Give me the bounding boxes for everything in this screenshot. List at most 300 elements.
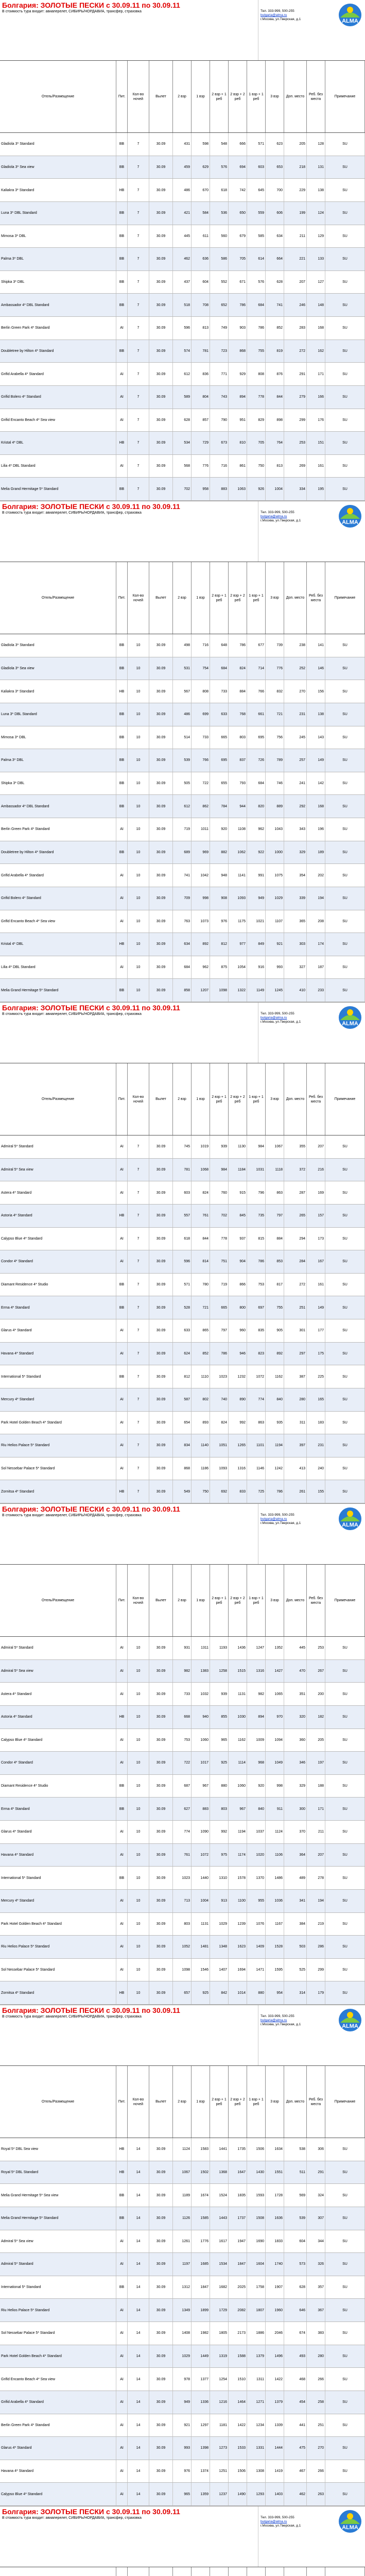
table-cell: 1036 <box>266 1890 284 1912</box>
table-cell: SU <box>325 1319 365 1342</box>
table-cell: 7 <box>128 1274 149 1296</box>
table-cell: 721 <box>192 1296 210 1319</box>
table-cell: 1194 <box>266 1434 284 1457</box>
table-cell: 845 <box>229 1205 247 1227</box>
table-cell: 169 <box>307 1181 325 1204</box>
table-cell: 1737 <box>229 2207 247 2230</box>
table-cell: 1020 <box>247 1844 266 1867</box>
table-cell: 786 <box>229 634 247 657</box>
table-cell: 1019 <box>192 1136 210 1158</box>
table-row <box>0 1890 365 1913</box>
table-cell: SU <box>325 2391 365 2414</box>
table-cell: 1310 <box>210 1867 229 1889</box>
contact-block <box>258 0 335 60</box>
table-cell: 538 <box>284 2138 307 2161</box>
column-header <box>229 2567 247 2576</box>
table-cell: 266 <box>307 2460 325 2483</box>
table-cell: 7 <box>128 1458 149 1480</box>
column-header: 2 взр <box>173 61 192 132</box>
table-cell: AI <box>116 1913 128 1936</box>
table-cell: 1422 <box>229 2414 247 2437</box>
table-cell: 702 <box>173 478 192 500</box>
table-cell: 1251 <box>210 2460 229 2483</box>
table-row <box>0 179 365 202</box>
table-cell: 299 <box>307 1959 325 1981</box>
table-cell: 1847 <box>229 2253 247 2276</box>
table-cell: 733 <box>192 726 210 749</box>
table-cell: 868 <box>229 340 247 363</box>
table-cell: 1322 <box>229 979 247 1002</box>
table-cell: BB <box>116 2184 128 2207</box>
hotel-name-cell: Melia Grand Hermitage 5* Sea view <box>0 2184 116 2207</box>
column-header: 1 взр <box>192 1063 210 1135</box>
table-cell: 272 <box>284 1274 307 1296</box>
table-cell: 30.09 <box>149 1637 173 1659</box>
table-cell: BB <box>116 2207 128 2230</box>
table-row <box>0 248 365 271</box>
table-row <box>0 432 365 455</box>
table-cell: SU <box>325 2437 365 2460</box>
table-row <box>0 2230 365 2253</box>
table-cell: 929 <box>229 363 247 385</box>
table-cell: 30.09 <box>149 657 173 680</box>
table-cell: 673 <box>210 432 229 454</box>
contact-email-link[interactable]: bulgaria@alma.ru <box>260 2520 287 2523</box>
table-cell: 195 <box>307 478 325 500</box>
table-cell: AI <box>116 2437 128 2460</box>
table-cell: 884 <box>266 1228 284 1250</box>
table-cell: SU <box>325 841 365 864</box>
table-cell: 162 <box>307 340 325 363</box>
table-cell: BB <box>116 2276 128 2299</box>
hotel-name-cell: Kristal 4* DBL <box>0 933 116 956</box>
price-table-body <box>0 133 365 501</box>
table-cell: 954 <box>266 1981 284 2004</box>
alma-logo <box>335 501 365 562</box>
table-cell: SU <box>325 2184 365 2207</box>
table-cell: 7 <box>128 202 149 225</box>
table-cell: SU <box>325 2138 365 2161</box>
table-cell: 7 <box>128 317 149 340</box>
table-cell: 814 <box>192 1250 210 1273</box>
table-cell: 855 <box>210 1706 229 1728</box>
table-cell: SU <box>325 864 365 887</box>
table-cell: 1604 <box>247 2253 266 2276</box>
table-cell: 208 <box>307 910 325 933</box>
table-cell: SU <box>325 979 365 1002</box>
table-row <box>0 1775 365 1798</box>
table-cell: 307 <box>307 2207 325 2230</box>
alma-logo-icon <box>337 1506 363 1532</box>
table-cell: 10 <box>128 1637 149 1659</box>
table-cell: 364 <box>284 1844 307 1867</box>
table-cell: 960 <box>229 1319 247 1342</box>
table-cell: 549 <box>173 1480 192 1503</box>
table-cell: 314 <box>284 1981 307 2004</box>
table-cell: 628 <box>173 409 192 432</box>
contact-email-link[interactable]: bulgaria@alma.ru <box>260 1016 287 1020</box>
table-cell: 539 <box>284 2207 307 2230</box>
table-cell: 207 <box>307 1136 325 1158</box>
table-cell: 194 <box>307 1890 325 1912</box>
table-cell: 431 <box>173 133 192 156</box>
table-row <box>0 795 365 818</box>
table-cell: 339 <box>284 887 307 910</box>
column-header: 1 взр + 1 реб <box>247 2066 266 2138</box>
table-cell: AI <box>116 2460 128 2483</box>
table-cell: 10 <box>128 1981 149 2004</box>
contact-block <box>258 2005 335 2065</box>
table-cell: 30.09 <box>149 1205 173 1227</box>
table-cell: 1194 <box>229 1821 247 1843</box>
hotel-name-cell: Berlin Green Park 4* Standard <box>0 818 116 841</box>
table-cell: 1578 <box>229 1867 247 1889</box>
column-headers <box>0 1063 365 1136</box>
table-cell: 1067 <box>266 1136 284 1158</box>
table-cell: 171 <box>307 363 325 385</box>
table-cell: 977 <box>229 933 247 956</box>
table-cell: 670 <box>192 179 210 201</box>
table-cell: 852 <box>266 317 284 340</box>
hotel-name-cell: Palma 3* DBL <box>0 749 116 772</box>
table-cell: AI <box>116 1729 128 1752</box>
table-cell: 596 <box>173 317 192 340</box>
table-cell: SU <box>325 956 365 979</box>
table-cell: 761 <box>173 1844 192 1867</box>
table-cell: 774 <box>247 1388 266 1411</box>
table-cell: SU <box>325 1480 365 1503</box>
table-cell: 559 <box>247 202 266 225</box>
table-cell: 7 <box>128 1159 149 1181</box>
table-cell: AI <box>116 2368 128 2391</box>
table-cell: 598 <box>192 133 210 156</box>
hotel-name-cell: Kristal 4* DBL <box>0 432 116 454</box>
column-header: Отель/Размещение <box>0 2066 116 2138</box>
table-cell: 253 <box>307 1637 325 1659</box>
table-cell: 778 <box>210 1228 229 1250</box>
contact-line: Тел. 333-999, 500-255 <box>260 2014 294 2018</box>
table-cell: 30.09 <box>149 2345 173 2368</box>
table-cell: 824 <box>229 657 247 680</box>
table-cell: 280 <box>307 2345 325 2368</box>
hotel-name-cell: Grifid Bolero 4* Standard <box>0 887 116 910</box>
table-cell: 196 <box>307 818 325 841</box>
table-row <box>0 1136 365 1159</box>
table-cell: 760 <box>210 1181 229 1204</box>
table-cell: 10 <box>128 772 149 795</box>
table-cell: SU <box>325 248 365 270</box>
table-cell: 992 <box>210 1821 229 1843</box>
column-headers <box>0 562 365 634</box>
table-cell: 1349 <box>173 2299 192 2321</box>
table-cell: 30.09 <box>149 1798 173 1820</box>
column-header <box>0 2567 116 2576</box>
table-row <box>0 1365 365 1388</box>
table-cell: SU <box>325 887 365 910</box>
table-cell: 30.09 <box>149 979 173 1002</box>
table-cell: BB <box>116 657 128 680</box>
table-cell: 211 <box>284 225 307 248</box>
table-row <box>0 2414 365 2437</box>
column-header: 2 взр <box>173 2066 192 2138</box>
table-cell: 627 <box>173 1798 192 1820</box>
table-row <box>0 2253 365 2276</box>
table-cell: 721 <box>266 703 284 726</box>
tour-tagline: В стоимость тура входит: авиаперелет, СИБИРЬ/НОРДАВИА, трансфер, страховка <box>2 1012 142 1016</box>
table-cell: 327 <box>284 956 307 979</box>
table-cell: 182 <box>307 1706 325 1728</box>
hotel-name-cell: Gladiola 3* Sea view <box>0 156 116 179</box>
table-cell: 1319 <box>210 2345 229 2368</box>
table-cell: 984 <box>210 1159 229 1181</box>
table-cell: 965 <box>173 2483 192 2505</box>
table-cell: 30.09 <box>149 1775 173 1798</box>
table-cell: 30.09 <box>149 680 173 703</box>
table-row <box>0 1159 365 1182</box>
table-cell: 240 <box>307 1458 325 1480</box>
table-cell: 618 <box>210 179 229 201</box>
contact-email-link[interactable]: bulgaria@alma.ru <box>260 515 287 518</box>
table-cell: 1464 <box>229 2391 247 2414</box>
table-cell: 921 <box>266 933 284 956</box>
table-cell: 729 <box>192 432 210 454</box>
table-cell: BB <box>116 248 128 270</box>
table-cell: 892 <box>266 1343 284 1365</box>
hotel-name-cell: Condor 4* Standard <box>0 1752 116 1774</box>
tour-banner: Болгария: ЗОЛОТЫЕ ПЕСКИ с 30.09.11 по 30.09.11 <box>2 2507 180 2516</box>
table-cell: 372 <box>284 1159 307 1181</box>
table-cell: 882 <box>210 841 229 864</box>
table-cell: 1907 <box>266 2276 284 2299</box>
alma-logo-icon <box>337 2 363 28</box>
column-headers <box>0 61 365 133</box>
table-cell: 982 <box>173 1660 192 1683</box>
table-cell: 229 <box>284 179 307 201</box>
table-cell: SU <box>325 1660 365 1683</box>
table-cell: 1140 <box>192 1434 210 1457</box>
table-cell: 842 <box>210 1981 229 2004</box>
table-cell: 329 <box>284 841 307 864</box>
contact-email-link[interactable]: bulgaria@alma.ru <box>260 1517 287 1521</box>
contact-line: г.Москва, ул.Тверская, д.1 <box>260 519 301 522</box>
table-cell: 343 <box>284 818 307 841</box>
table-cell: SU <box>325 910 365 933</box>
table-cell: 797 <box>210 1319 229 1342</box>
table-cell: 197 <box>307 1752 325 1774</box>
table-cell: 454 <box>284 2391 307 2414</box>
table-cell: 326 <box>307 2253 325 2276</box>
table-cell: 778 <box>247 386 266 409</box>
table-cell: 604 <box>284 2230 307 2253</box>
table-cell: SU <box>325 294 365 316</box>
table-cell: 1316 <box>247 1660 266 1683</box>
table-cell: 30.09 <box>149 1434 173 1457</box>
hotel-name-cell: Kaliakra 3* Standard <box>0 680 116 703</box>
hotel-name-cell: Melia Grand Hermitage 5* Standard <box>0 478 116 500</box>
contact-line: Тел. 333-999, 500-255 <box>260 1012 294 1015</box>
tour-tagline: В стоимость тура входит: авиаперелет, СИБИРЬ/НОРДАВИА, трансфер, страховка <box>2 2015 142 2019</box>
table-cell: 837 <box>229 749 247 772</box>
table-cell: 10 <box>128 1890 149 1912</box>
table-row <box>0 1752 365 1775</box>
table-cell: AI <box>116 2391 128 2414</box>
table-row <box>0 2161 365 2184</box>
table-cell: 30.09 <box>149 1250 173 1273</box>
column-header: 2 взр <box>173 1063 192 1135</box>
table-cell: 634 <box>266 225 284 248</box>
table-cell: 948 <box>210 864 229 887</box>
table-cell: SU <box>325 2368 365 2391</box>
table-cell: 603 <box>173 1181 192 1204</box>
table-cell: 270 <box>307 2437 325 2460</box>
table-row <box>0 864 365 887</box>
table-cell: 30.09 <box>149 887 173 910</box>
table-row <box>0 2276 365 2299</box>
table-cell: SU <box>325 1844 365 1867</box>
contact-email-link[interactable]: bulgaria@alma.ru <box>260 2019 287 2022</box>
table-cell: 218 <box>284 156 307 179</box>
table-cell: 786 <box>210 1343 229 1365</box>
hotel-name-cell: Erma 4* Standard <box>0 1798 116 1820</box>
table-cell: 10 <box>128 703 149 726</box>
table-cell: 10 <box>128 680 149 703</box>
table-cell: AI <box>116 956 128 979</box>
table-cell: 175 <box>307 1343 325 1365</box>
table-cell: 1107 <box>266 910 284 933</box>
column-header: Примечание <box>325 61 365 132</box>
column-header: 2 взр + 2 реб <box>229 61 247 132</box>
column-header: Доп. место <box>284 562 307 634</box>
hotel-name-cell: Diamant Residence 4* Studio <box>0 1775 116 1798</box>
table-cell: 746 <box>266 772 284 795</box>
column-header: Пит. <box>116 562 128 634</box>
table-cell: 280 <box>284 1388 307 1411</box>
hotel-name-cell: Mimosa 3* DBL <box>0 726 116 749</box>
table-cell: 7 <box>128 1250 149 1273</box>
table-cell: 755 <box>266 1296 284 1319</box>
table-cell: AI <box>116 1683 128 1705</box>
table-cell: 589 <box>173 386 192 409</box>
table-cell: 30.09 <box>149 202 173 225</box>
table-cell: 518 <box>173 294 192 316</box>
column-header: Примечание <box>325 562 365 634</box>
table-row <box>0 2460 365 2483</box>
table-cell: 30.09 <box>149 1981 173 2004</box>
column-header: Отель/Размещение <box>0 61 116 132</box>
table-row <box>0 386 365 409</box>
table-cell: 1234 <box>247 2414 266 2437</box>
table-cell: 30.09 <box>149 2253 173 2276</box>
table-cell: 387 <box>284 1365 307 1388</box>
table-cell: 133 <box>307 248 325 270</box>
table-cell: 14 <box>128 2184 149 2207</box>
table-cell: 7 <box>128 1296 149 1319</box>
table-cell: 883 <box>192 1798 210 1820</box>
table-cell: 30.09 <box>149 455 173 478</box>
table-cell: 687 <box>173 1775 192 1798</box>
table-cell: 920 <box>210 818 229 841</box>
table-cell: 7 <box>128 1343 149 1365</box>
table-cell: SU <box>325 933 365 956</box>
alma-logo <box>335 2506 365 2567</box>
table-cell: 1098 <box>173 1959 192 1981</box>
table-cell: SU <box>325 749 365 772</box>
table-cell: 30.09 <box>149 795 173 818</box>
alma-logo-icon <box>337 2509 363 2534</box>
table-cell: 1383 <box>192 1660 210 1683</box>
table-cell: 410 <box>284 979 307 1002</box>
table-cell: 1546 <box>192 1959 210 1981</box>
table-cell: 148 <box>307 294 325 316</box>
table-cell: 14 <box>128 2230 149 2253</box>
table-cell: 14 <box>128 2207 149 2230</box>
table-cell: 1740 <box>266 2253 284 2276</box>
tour-tagline: В стоимость тура входит: авиаперелет, СИБИРЬ/НОРДАВИА, трансфер, страховка <box>2 10 142 13</box>
table-cell: 750 <box>247 455 266 478</box>
table-cell: SU <box>325 2253 365 2276</box>
price-section <box>0 1504 365 2005</box>
table-cell: 1186 <box>192 1458 210 1480</box>
tour-banner: Болгария: ЗОЛОТЫЕ ПЕСКИ с 30.09.11 по 30.09.11 <box>2 2006 180 2014</box>
table-cell: SU <box>325 1296 365 1319</box>
table-cell: 241 <box>284 772 307 795</box>
table-cell: 713 <box>173 1890 192 1912</box>
table-cell: 1126 <box>173 2207 192 2230</box>
table-cell: 849 <box>247 933 266 956</box>
table-cell: 1436 <box>229 1637 247 1659</box>
table-row <box>0 772 365 795</box>
table-cell: 836 <box>192 363 210 385</box>
column-header: Пит. <box>116 1565 128 1636</box>
table-cell: 725 <box>247 1480 266 1503</box>
hotel-name-cell: Astera 4* Standard <box>0 1683 116 1705</box>
table-cell: 1490 <box>229 2483 247 2505</box>
table-cell: 689 <box>173 841 192 864</box>
table-cell: 1551 <box>266 2161 284 2184</box>
table-cell: 30.09 <box>149 1936 173 1958</box>
table-cell: 585 <box>247 225 266 248</box>
table-row <box>0 1412 365 1435</box>
contact-block <box>258 501 335 562</box>
table-cell: 1682 <box>210 2276 229 2299</box>
table-cell: 30.09 <box>149 1706 173 1728</box>
table-cell: 300 <box>284 1798 307 1820</box>
table-cell: 1515 <box>229 1660 247 1683</box>
table-cell: 286 <box>307 1936 325 1958</box>
table-cell: 200 <box>307 1683 325 1705</box>
table-cell: SU <box>325 1821 365 1843</box>
column-header: Пит. <box>116 2066 128 2138</box>
column-header: 2 взр + 2 реб <box>229 562 247 634</box>
contact-email-link[interactable]: bulgaria@alma.ru <box>260 13 287 17</box>
table-cell: 30.09 <box>149 1867 173 1889</box>
table-cell: SU <box>325 1981 365 2004</box>
table-cell: SU <box>325 795 365 818</box>
table-cell: 486 <box>173 703 192 726</box>
table-cell: 1982 <box>192 2322 210 2345</box>
table-cell: 998 <box>266 1775 284 1798</box>
table-cell: 131 <box>307 156 325 179</box>
table-cell: 793 <box>229 772 247 795</box>
table-row <box>0 1936 365 1959</box>
hotel-name-cell: Royal 5* DBL Standard <box>0 2161 116 2184</box>
table-cell: 1114 <box>229 1752 247 1774</box>
contact-line: Тел. 333-999, 500-255 <box>260 1513 294 1517</box>
table-cell: 771 <box>210 363 229 385</box>
table-cell: SU <box>325 1936 365 1958</box>
table-cell: BB <box>116 841 128 864</box>
table-cell: 14 <box>128 2437 149 2460</box>
